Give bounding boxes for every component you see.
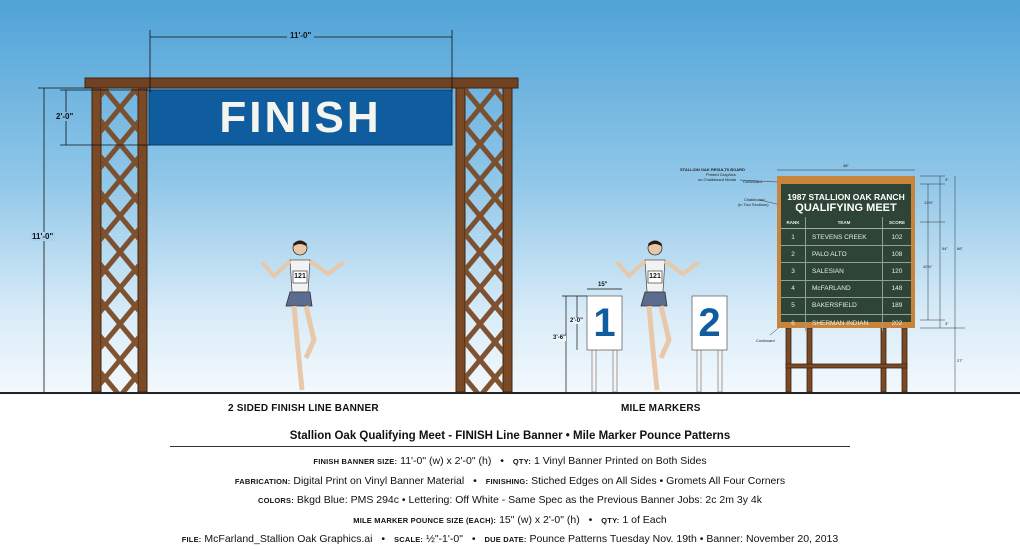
board-label-line2: on Chalkboard Media	[698, 177, 737, 182]
row-team: BAKERSFIELD	[806, 297, 883, 314]
mm-qty-value: 1 of Each	[622, 513, 667, 526]
row-team: SHERMAN INDIAN	[806, 314, 883, 331]
row-score: 202	[883, 314, 912, 331]
bib-number: 121	[649, 273, 661, 280]
mile-markers-caption: MILE MARKERS	[621, 403, 701, 414]
row-score: 108	[883, 246, 912, 263]
row-rank: 3	[781, 263, 806, 280]
board-dim-2: 13½"	[924, 200, 934, 205]
spec-line-file	[0, 530, 1020, 550]
spec-title: Stallion Oak Qualifying Meet - FINISH Line Banner • Mile Marker Pounce Patterns	[289, 430, 731, 442]
board-dim-4: 3"	[945, 321, 949, 326]
table-row	[781, 314, 911, 331]
board-label-corkboard-bottom: Corkboard	[756, 338, 775, 343]
colors-value: Bkgd Blue: PMS 294c • Lettering: Off White - Same Spec as the Previous Banner Jobs: 2c 2m 3y 4k	[296, 494, 763, 506]
spec-line-size	[0, 452, 1020, 472]
spec-block	[0, 430, 1020, 550]
scale-label: SCALE:	[394, 535, 424, 544]
due-label: DUE DATE:	[484, 535, 527, 544]
chalkboard	[781, 184, 911, 327]
row-rank: 4	[781, 280, 806, 297]
table-row	[781, 229, 911, 246]
board-label-chalkboard-note: (in Two Sections)	[738, 202, 769, 207]
colors-label: COLORS:	[257, 496, 294, 505]
spec-line-fabrication	[0, 472, 1020, 492]
mile-marker-1-number: 1	[593, 301, 616, 345]
banner-width-dim: 11'-0"	[287, 31, 314, 40]
table-row	[781, 246, 911, 263]
board-heading	[781, 184, 911, 214]
separator: •	[381, 533, 386, 545]
marker-height-dim: 2'-0"	[570, 318, 583, 324]
spec-divider	[170, 446, 850, 447]
finishing-value: Stiched Edges on All Sides • Gromets All Four Corners	[531, 474, 786, 487]
column-header-score: SCORE	[883, 217, 912, 229]
row-score: 102	[883, 229, 912, 246]
mile-marker-2-number: 2	[698, 301, 721, 345]
banner-height-dim: 2'-0"	[56, 112, 74, 121]
board-heading-title: QUALIFYING MEET	[795, 202, 897, 214]
row-rank: 2	[781, 246, 806, 263]
row-rank: 1	[781, 229, 806, 246]
marker-overall-height-dim: 3'-6"	[553, 335, 566, 341]
row-team: PALO ALTO	[806, 246, 883, 263]
file-label: FILE:	[181, 535, 202, 544]
row-team: STEVENS CREEK	[806, 229, 883, 246]
mm-size-label: MILE MARKER POUNCE SIZE (EACH):	[353, 515, 497, 525]
board-dim-3: 42½"	[923, 264, 933, 269]
table-row	[781, 263, 911, 280]
separator: •	[500, 455, 504, 467]
row-team: SALESIAN	[806, 263, 883, 280]
qty-label: QTY:	[512, 457, 532, 466]
column-header-rank: RANK	[781, 217, 806, 229]
board-heading-year: 1987 STALLION OAK RANCH	[787, 192, 905, 202]
runner-figure	[262, 241, 344, 391]
board-label-corkboard: Corkboard	[743, 179, 762, 184]
separator: •	[473, 474, 477, 487]
separator: •	[588, 513, 593, 526]
separator: •	[471, 533, 476, 545]
size-value: 11'-0" (w) x 2'-0" (h)	[400, 455, 492, 467]
spec-line-mile-marker	[0, 511, 1020, 531]
finish-banner-text: FINISH	[219, 93, 382, 142]
row-rank: 5	[781, 297, 806, 314]
ground-line	[0, 392, 1020, 394]
runner-figure	[617, 241, 699, 391]
file-value: McFarland_Stallion Oak Graphics.ai	[204, 533, 373, 545]
board-label-line1: Printed Graphics	[706, 172, 736, 177]
board-dim-7: 27"	[957, 358, 963, 363]
fabrication-label: FABRICATION:	[234, 476, 291, 486]
frame-height-dim: 11'-0"	[32, 232, 54, 241]
mm-size-value: 15" (w) x 2'-0" (h)	[499, 513, 580, 526]
row-team: McFARLAND	[806, 280, 883, 297]
bib-number: 121	[294, 273, 306, 280]
row-score: 189	[883, 297, 912, 314]
board-label-title: STALLION OAK RESULTS BOARD	[680, 167, 745, 172]
results-table	[781, 217, 911, 331]
scale-value: ½"-1'-0"	[426, 533, 463, 545]
board-dim-1: 3"	[945, 177, 949, 182]
finishing-label: FINISHING:	[485, 476, 529, 486]
size-label: FINISH BANNER SIZE:	[313, 457, 398, 466]
board-dim-5: 54"	[942, 246, 948, 251]
spec-line-colors	[0, 491, 1020, 511]
board-dim-6: 66"	[957, 246, 963, 251]
marker-width-dim: 15"	[598, 282, 608, 288]
table-row	[781, 280, 911, 297]
column-header-team: TEAM	[806, 217, 883, 229]
table-row	[781, 297, 911, 314]
due-value: Pounce Patterns Tuesday Nov. 19th • Banner: November 20, 2013	[529, 533, 839, 545]
board-label-chalkboard: Chalkboard	[744, 197, 765, 202]
row-rank: 6	[781, 314, 806, 331]
qty-value: 1 Vinyl Banner Printed on Both Sides	[533, 455, 707, 467]
mm-qty-label: QTY:	[601, 515, 620, 525]
finish-banner-caption: 2 SIDED FINISH LINE BANNER	[228, 403, 379, 414]
row-score: 148	[883, 280, 912, 297]
results-board	[777, 176, 915, 328]
board-dim-width: 48"	[843, 163, 849, 168]
row-score: 120	[883, 263, 912, 280]
fabrication-value: Digital Print on Vinyl Banner Material	[293, 474, 465, 487]
board-stand	[786, 328, 907, 392]
